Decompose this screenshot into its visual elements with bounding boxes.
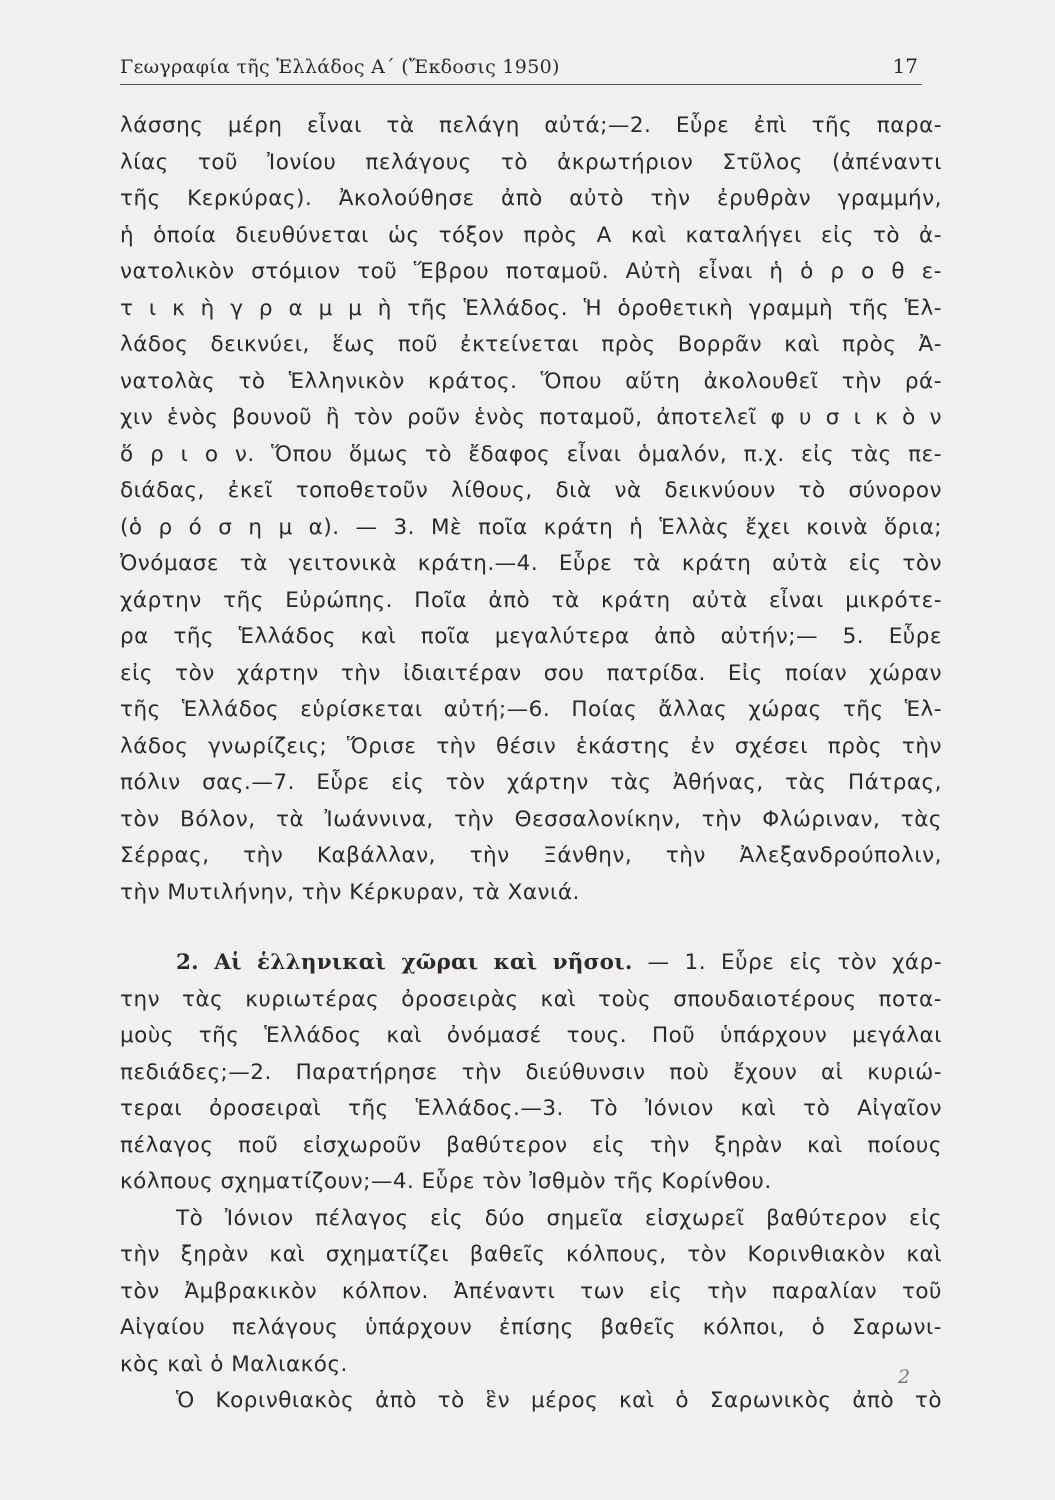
running-header (120, 44, 922, 85)
text-line: λίας τοῦ Ἰονίου πελάγους τὸ ἀκρωτήριον Στῦλος (ἀπέναντι (120, 149, 942, 175)
text-line: νατολὰς τὸ Ἑλληνικὸν κράτος. Ὅπου αὕτη ἀκολουθεῖ τὴν ρά- (120, 368, 942, 394)
body-text (120, 108, 942, 1420)
text-line: Αἰγαίου πελάγους ὑπάρχουν ἐπίσης βαθεῖς κόλποι, ὁ Σαρωνι- (120, 1315, 942, 1340)
text-line: χάρτην τῆς Εὐρώπης. Ποῖα ἀπὸ τὰ κράτη αὐτὰ εἶναι μικρότε- (120, 587, 942, 613)
text-line: ρα τῆς Ἑλλάδος καὶ ποῖα μεγαλύτερα ἀπὸ αὐτήν;— 5. Εὗρε (120, 624, 942, 649)
text-line: τῆς Κερκύρας). Ἀκολούθησε ἀπὸ αὐτὸ τὴν ἐρυθρὰν γραμμήν, (120, 186, 942, 211)
text-line: Τὸ Ἰόνιον πέλαγος εἰς δύο σημεῖα εἰσχωρεῖ βαθύτερον εἰς (176, 1205, 942, 1231)
text-line: τὸν Βόλον, τὰ Ἰωάννινα, τὴν Θεσσαλονίκην, τὴν Φλώριναν, τὰς (120, 806, 942, 832)
section-first-line (120, 945, 942, 982)
page-number: 17 (892, 54, 918, 78)
text-line: νατολικὸν στόμιον τοῦ Ἕβρου ποταμοῦ. Αὐτὴ εἶναι ἡ ὁ ρ ο θ ε- (120, 259, 942, 284)
text-line: (ὁ ρ ό σ η μ α). — 3. Μὲ ποῖα κράτη ἡ Ἑλλὰς ἔχει κοινὰ ὅρια; (120, 514, 942, 540)
text-line: διάδας, ἐκεῖ τοποθετοῦν λίθους, διὰ νὰ δεικνύουν τὸ σύνορον (120, 478, 942, 503)
text-line: τὴν ξηρὰν καὶ σχηματίζει βαθεῖς κόλπους, τὸν Κορινθιακὸν καὶ (120, 1242, 942, 1267)
text-line: την τὰς κυριωτέρας ὀροσειρὰς καὶ τοὺς σπουδαιοτέρους ποτα- (120, 986, 942, 1012)
text-line: τὴν Μυτιλήνην, τὴν Κέρκυραν, τὰ Χανιά. (120, 879, 580, 905)
text-line: ἡ ὁποία διευθύνεται ὡς τόξον πρὸς Α καὶ καταλήγει εἰς τὸ ἀ- (120, 222, 942, 248)
text-line: Ὀνόμασε τὰ γειτονικὰ κράτη.—4. Εὗρε τὰ κράτη αὐτὰ εἰς τὸν (120, 551, 942, 576)
text-line: τ ι κ ὴ γ ρ α μ μ ὴ τῆς Ἑλλάδος. Ἡ ὁροθετικὴ γραμμὴ τῆς Ἑλ- (120, 295, 942, 321)
text-line: κόλπους σχηματίζουν;—4. Εὗρε τὸν Ἰσθμὸν τῆς Κορίνθου. (120, 1169, 772, 1194)
section-heading: 2. Αἱ ἑλληνικαὶ χῶραι καὶ νῆσοι. (176, 950, 633, 975)
text-line: πέλαγος ποῦ εἰσχωροῦν βαθύτερον εἰς τὴν ξηρὰν καὶ ποίους (120, 1132, 942, 1158)
text-line: εἰς τὸν χάρτην τὴν ἰδιαιτέραν σου πατρίδα. Εἰς ποίαν χώραν (120, 660, 942, 686)
text-line: Σέρρας, τὴν Καβάλλαν, τὴν Ξάνθην, τὴν Ἀλεξανδρούπολιν, (120, 843, 942, 868)
text-line: λάδος δεικνύει, ἕως ποῦ ἐκτείνεται πρὸς Βορρᾶν καὶ πρὸς Ἀ- (120, 332, 942, 357)
section-first-line-text: — 1. Εὗρε εἰς τὸν χάρ- (632, 950, 942, 975)
text-line: τῆς Ἑλλάδος εὑρίσκεται αὐτή;—6. Ποίας ἄλλας χώρας τῆς Ἑλ- (120, 697, 942, 722)
text-line: χιν ἑνὸς βουνοῦ ἢ τὸν ροῦν ἑνὸς ποταμοῦ, ἀποτελεῖ φ υ σ ι κ ὸ ν (120, 405, 942, 430)
text-line: πεδιάδες;—2. Παρατήρησε τὴν διεύθυνσιν ποὺ ἔχουν αἱ κυριώ- (120, 1059, 942, 1085)
text-line: ὅ ρ ι ο ν. Ὅπου ὅμως τὸ ἔδαφος εἶναι ὁμαλόν, π.χ. εἰς τὰς πε- (120, 441, 942, 467)
paragraph-exercises (120, 108, 942, 911)
text-line: λάδος γνωρίζεις; Ὅρισε τὴν θέσιν ἑκάστης ἐν σχέσει πρὸς τὴν (120, 733, 942, 759)
signature-mark: 2 (898, 1366, 911, 1388)
text-line: τὸν Ἀμβρακικὸν κόλπον. Ἀπέναντι των εἰς τὴν παραλίαν τοῦ (120, 1278, 942, 1304)
text-line: Ὁ Κορινθιακὸς ἀπὸ τὸ ἓν μέρος καὶ ὁ Σαρωνικὸς ἀπὸ τὸ (176, 1388, 942, 1413)
text-line: κὸς καὶ ὁ Μαλιακός. (120, 1351, 348, 1377)
section-2 (120, 945, 942, 1420)
section-gap (120, 911, 942, 945)
header-title: Γεωγραφία τῆς Ἑλλάδος Α΄ (Ἔκδοσις 1950) (120, 56, 560, 78)
text-line: τεραι ὀροσειραὶ τῆς Ἑλλάδος.—3. Τὸ Ἰόνιον καὶ τὸ Αἰγαῖον (120, 1096, 942, 1121)
text-line: πόλιν σας.—7. Εὗρε εἰς τὸν χάρτην τὰς Ἀθήνας, τὰς Πάτρας, (120, 770, 942, 795)
text-line: μοὺς τῆς Ἑλλάδος καὶ ὀνόμασέ τους. Ποῦ ὑπάρχουν μεγάλαι (120, 1023, 942, 1048)
text-line: λάσσης μέρη εἶναι τὰ πελάγη αὐτά;—2. Εὗρε ἐπὶ τῆς παρα- (120, 113, 942, 138)
